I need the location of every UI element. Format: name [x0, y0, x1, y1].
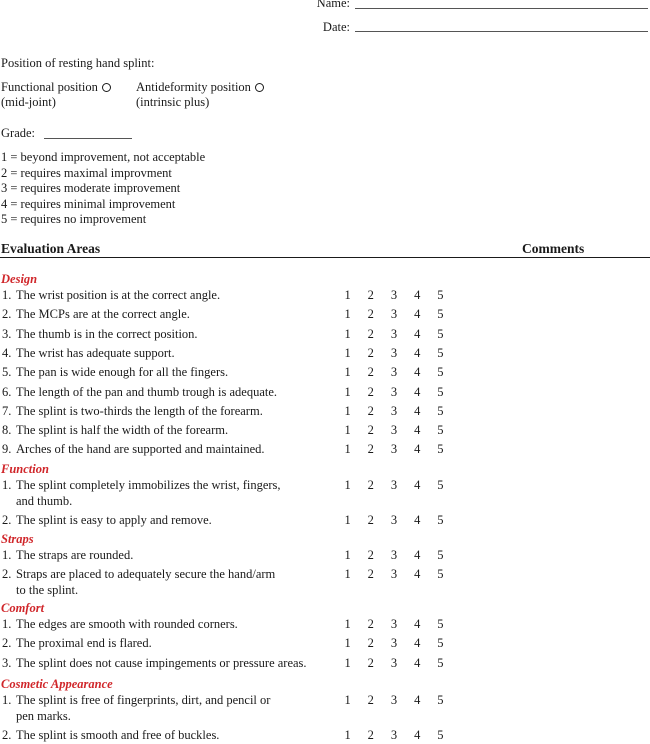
- rating-option[interactable]: 3: [390, 423, 398, 438]
- rating-option[interactable]: 5: [437, 326, 444, 341]
- section-title: Cosmetic Appearance: [1, 677, 113, 691]
- rating-scale: [336, 478, 452, 493]
- position-title: Position of resting hand splint:: [1, 56, 155, 70]
- rating-option[interactable]: 5: [437, 365, 444, 380]
- rating-option[interactable]: 4: [414, 567, 421, 582]
- rating-option[interactable]: 5: [437, 423, 444, 438]
- item-number: 7.: [2, 403, 12, 418]
- item-text: The splint does not cause impingements or pressure areas.: [16, 655, 307, 670]
- item-text-continued: pen marks.: [16, 708, 71, 723]
- rating-scale: [336, 288, 452, 303]
- rating-scale: [336, 423, 452, 438]
- rating-option[interactable]: 5: [437, 307, 444, 322]
- rating-option[interactable]: 4: [414, 384, 421, 399]
- rating-option[interactable]: 2: [367, 478, 374, 492]
- evaluation-item: [2, 442, 332, 458]
- rating-option[interactable]: 2: [367, 326, 374, 341]
- antideformity-option[interactable]: [136, 80, 264, 95]
- rating-option[interactable]: 4: [414, 636, 421, 651]
- item-number: 2.: [2, 728, 12, 742]
- rating-option[interactable]: 5: [437, 693, 444, 707]
- rating-option[interactable]: 2: [367, 655, 374, 670]
- rating-option[interactable]: 1: [344, 326, 351, 341]
- section-title: Straps: [1, 532, 34, 546]
- item-number: 9.: [2, 442, 12, 457]
- rating-option[interactable]: 5: [437, 345, 444, 360]
- rating-scale: [336, 693, 452, 708]
- rating-option[interactable]: 2: [367, 403, 374, 418]
- item-number: 2.: [2, 636, 12, 651]
- rating-option[interactable]: 3: [390, 728, 398, 742]
- date-label: Date:: [322, 20, 350, 34]
- evaluation-item: [2, 656, 332, 672]
- rating-scale: [336, 346, 452, 361]
- item-number: 2.: [2, 567, 12, 582]
- rating-option[interactable]: 2: [367, 636, 374, 651]
- rating-option[interactable]: 2: [367, 307, 374, 322]
- rating-option[interactable]: 5: [437, 655, 444, 670]
- rating-option[interactable]: 5: [437, 548, 444, 562]
- section-title: Design: [1, 272, 38, 286]
- rating-option[interactable]: 4: [414, 617, 421, 631]
- rating-option[interactable]: 5: [437, 636, 444, 651]
- rating-option[interactable]: 3: [390, 478, 398, 492]
- item-text: Arches of the hand are supported and maintained.: [16, 442, 265, 457]
- evaluation-areas-heading: Evaluation Areas: [1, 241, 101, 256]
- rating-option[interactable]: 2: [367, 513, 374, 527]
- rating-option[interactable]: 3: [390, 636, 398, 651]
- rating-option[interactable]: 3: [390, 548, 398, 562]
- section-title: Function: [1, 462, 49, 476]
- rating-option[interactable]: 5: [437, 728, 444, 742]
- item-number: 2.: [2, 307, 12, 322]
- rating-option[interactable]: 5: [437, 513, 444, 527]
- item-text: The splint is half the width of the forearm.: [16, 423, 229, 438]
- evaluation-item: [2, 636, 332, 652]
- rating-option[interactable]: 3: [390, 403, 398, 418]
- rating-option[interactable]: 4: [414, 693, 421, 707]
- grade-scale-item: 4 = requires minimal improvement: [1, 196, 176, 211]
- evaluation-item: [2, 567, 332, 598]
- rating-option[interactable]: 2: [367, 442, 374, 457]
- item-text: The splint is two-thirds the length of the forearm.: [16, 403, 263, 418]
- evaluation-item: [2, 478, 332, 509]
- rating-option[interactable]: 5: [437, 478, 444, 492]
- evaluation-item: [2, 365, 332, 381]
- rating-option[interactable]: 1: [344, 617, 351, 631]
- evaluation-item: [2, 728, 332, 744]
- evaluation-item: [2, 327, 332, 343]
- rating-option[interactable]: 4: [414, 345, 421, 360]
- rating-option[interactable]: 1: [344, 693, 351, 707]
- comments-heading: Comments: [522, 241, 585, 256]
- rating-option[interactable]: 2: [367, 693, 374, 707]
- antideformity-sub: (intrinsic plus): [136, 95, 210, 109]
- functional-option[interactable]: [1, 80, 111, 95]
- grade-scale-item: 2 = requires maximal improvment: [1, 165, 172, 180]
- item-number: 3.: [2, 326, 12, 341]
- rating-option[interactable]: 4: [414, 403, 421, 418]
- rating-scale: [336, 567, 452, 582]
- grade-field[interactable]: [44, 138, 132, 139]
- item-text: The wrist position is at the correct angle.: [16, 288, 221, 302]
- item-number: 8.: [2, 423, 12, 438]
- rating-scale: [336, 636, 452, 651]
- evaluation-item: [2, 513, 332, 529]
- rating-option[interactable]: 1: [344, 288, 351, 302]
- rating-option[interactable]: 1: [344, 513, 351, 527]
- grade-scale-item: 1 = beyond improvement, not acceptable: [1, 150, 206, 164]
- rating-option[interactable]: 1: [344, 728, 351, 742]
- radio-circle-icon[interactable]: [102, 83, 111, 92]
- rating-option[interactable]: 3: [390, 288, 398, 302]
- item-text: The wrist has adequate support.: [16, 345, 175, 360]
- rating-option[interactable]: 5: [437, 288, 444, 302]
- item-number: 1.: [2, 617, 12, 631]
- rating-option[interactable]: 4: [414, 655, 421, 670]
- rating-option[interactable]: 4: [414, 307, 421, 322]
- item-number: 1.: [2, 478, 12, 492]
- rating-option[interactable]: 3: [390, 693, 398, 707]
- rating-scale: [336, 404, 452, 419]
- rating-option[interactable]: 2: [367, 617, 374, 631]
- rating-scale: [336, 548, 452, 563]
- evaluation-item: [2, 346, 332, 362]
- rating-option[interactable]: 4: [414, 423, 421, 438]
- item-text: The splint is easy to apply and remove.: [16, 513, 212, 527]
- item-text: The splint completely immobilizes the wrist, fingers,: [16, 478, 281, 492]
- rating-option[interactable]: 4: [414, 365, 421, 380]
- antideformity-label: Antideformity position: [136, 80, 251, 94]
- date-field[interactable]: [355, 31, 648, 32]
- rating-option[interactable]: 1: [344, 365, 351, 380]
- rating-scale: [336, 327, 452, 342]
- evaluation-item: [2, 288, 332, 304]
- rating-option[interactable]: 1: [344, 345, 351, 360]
- evaluation-item: [2, 385, 332, 401]
- rating-option[interactable]: 5: [437, 567, 444, 582]
- rating-option[interactable]: 2: [367, 384, 374, 399]
- grade-scale-item: 5 = requires no improvement: [1, 212, 147, 226]
- rating-option[interactable]: 3: [390, 513, 398, 527]
- item-number: 1.: [2, 693, 12, 707]
- evaluation-item: [2, 404, 332, 420]
- rating-scale: [336, 617, 452, 632]
- rating-option[interactable]: 1: [344, 655, 351, 670]
- radio-circle-icon[interactable]: [255, 83, 264, 92]
- rating-scale: [336, 728, 452, 743]
- rating-option[interactable]: 5: [437, 384, 444, 399]
- rating-option[interactable]: 2: [367, 548, 374, 562]
- rating-option[interactable]: 2: [367, 365, 374, 380]
- item-number: 4.: [2, 345, 12, 360]
- item-text: The splint is smooth and free of buckles.: [16, 728, 220, 742]
- item-text: The splint is free of fingerprints, dirt, and pencil or: [16, 693, 271, 707]
- rating-option[interactable]: 1: [344, 307, 351, 322]
- rating-option[interactable]: 4: [414, 513, 421, 527]
- evaluation-item: [2, 307, 332, 323]
- rating-option[interactable]: 3: [390, 442, 398, 457]
- rating-option[interactable]: 5: [437, 442, 444, 457]
- rating-option[interactable]: 4: [414, 478, 421, 492]
- grade-scale-item: 3 = requires moderate improvement: [1, 181, 181, 195]
- rating-scale: [336, 513, 452, 528]
- item-text: The proximal end is flared.: [16, 636, 152, 651]
- rating-option[interactable]: 3: [390, 345, 398, 360]
- item-text: The pan is wide enough for all the fingers.: [16, 365, 229, 380]
- functional-label: Functional position: [1, 80, 98, 94]
- rating-option[interactable]: 1: [344, 548, 351, 562]
- item-number: 6.: [2, 384, 12, 399]
- item-text-continued: and thumb.: [16, 493, 73, 508]
- item-number: 3.: [2, 655, 12, 670]
- rating-option[interactable]: 1: [344, 636, 351, 651]
- rating-option[interactable]: 3: [390, 326, 398, 341]
- rating-option[interactable]: 1: [344, 442, 351, 457]
- rating-option[interactable]: 4: [414, 442, 421, 457]
- evaluation-item: [2, 423, 332, 439]
- rating-option[interactable]: 2: [367, 728, 374, 742]
- name-label: Name:: [316, 0, 350, 10]
- rating-option[interactable]: 2: [367, 345, 374, 360]
- rating-option[interactable]: 4: [414, 288, 421, 302]
- rating-option[interactable]: 3: [390, 617, 398, 631]
- rating-option[interactable]: 2: [367, 567, 374, 582]
- rating-option[interactable]: 1: [344, 403, 351, 418]
- item-text: The edges are smooth with rounded corners.: [16, 617, 238, 631]
- rating-option[interactable]: 1: [344, 478, 351, 492]
- rating-scale: [336, 656, 452, 671]
- rating-option[interactable]: 4: [414, 326, 421, 341]
- rating-option[interactable]: 3: [390, 307, 398, 322]
- rating-option[interactable]: 3: [390, 567, 398, 582]
- item-text: Straps are placed to adequately secure the hand/arm: [16, 567, 276, 582]
- evaluation-item: [2, 693, 332, 724]
- item-text: The length of the pan and thumb trough is adequate.: [16, 384, 278, 399]
- rating-scale: [336, 442, 452, 457]
- rating-option[interactable]: 1: [344, 384, 351, 399]
- rating-option[interactable]: 3: [390, 655, 398, 670]
- grade-label: Grade:: [1, 126, 36, 140]
- item-number: 1.: [2, 548, 12, 562]
- section-title: Comfort: [1, 601, 45, 615]
- rating-scale: [336, 385, 452, 400]
- rating-scale: [336, 365, 452, 380]
- header-rule: [0, 257, 650, 258]
- evaluation-item: [2, 548, 332, 564]
- rating-option[interactable]: 1: [344, 567, 351, 582]
- rating-option[interactable]: 2: [367, 423, 374, 438]
- item-text-continued: to the splint.: [16, 582, 79, 597]
- item-text: The MCPs are at the correct angle.: [16, 307, 190, 322]
- rating-option[interactable]: 5: [437, 403, 444, 418]
- rating-scale: [336, 307, 452, 322]
- item-text: The thumb is in the correct position.: [16, 326, 198, 341]
- item-number: 2.: [2, 513, 12, 527]
- rating-option[interactable]: 4: [414, 728, 421, 742]
- item-number: 1.: [2, 288, 12, 302]
- evaluation-item: [2, 617, 332, 633]
- rating-option[interactable]: 1: [344, 423, 351, 438]
- item-text: The straps are rounded.: [16, 548, 134, 562]
- functional-sub: (mid-joint): [1, 95, 56, 109]
- rating-option[interactable]: 5: [437, 617, 444, 631]
- rating-option[interactable]: 2: [367, 288, 374, 302]
- name-field[interactable]: [355, 8, 648, 9]
- rating-option[interactable]: 3: [390, 384, 398, 399]
- item-number: 5.: [2, 365, 12, 380]
- rating-option[interactable]: 3: [390, 365, 398, 380]
- rating-option[interactable]: 4: [414, 548, 421, 562]
